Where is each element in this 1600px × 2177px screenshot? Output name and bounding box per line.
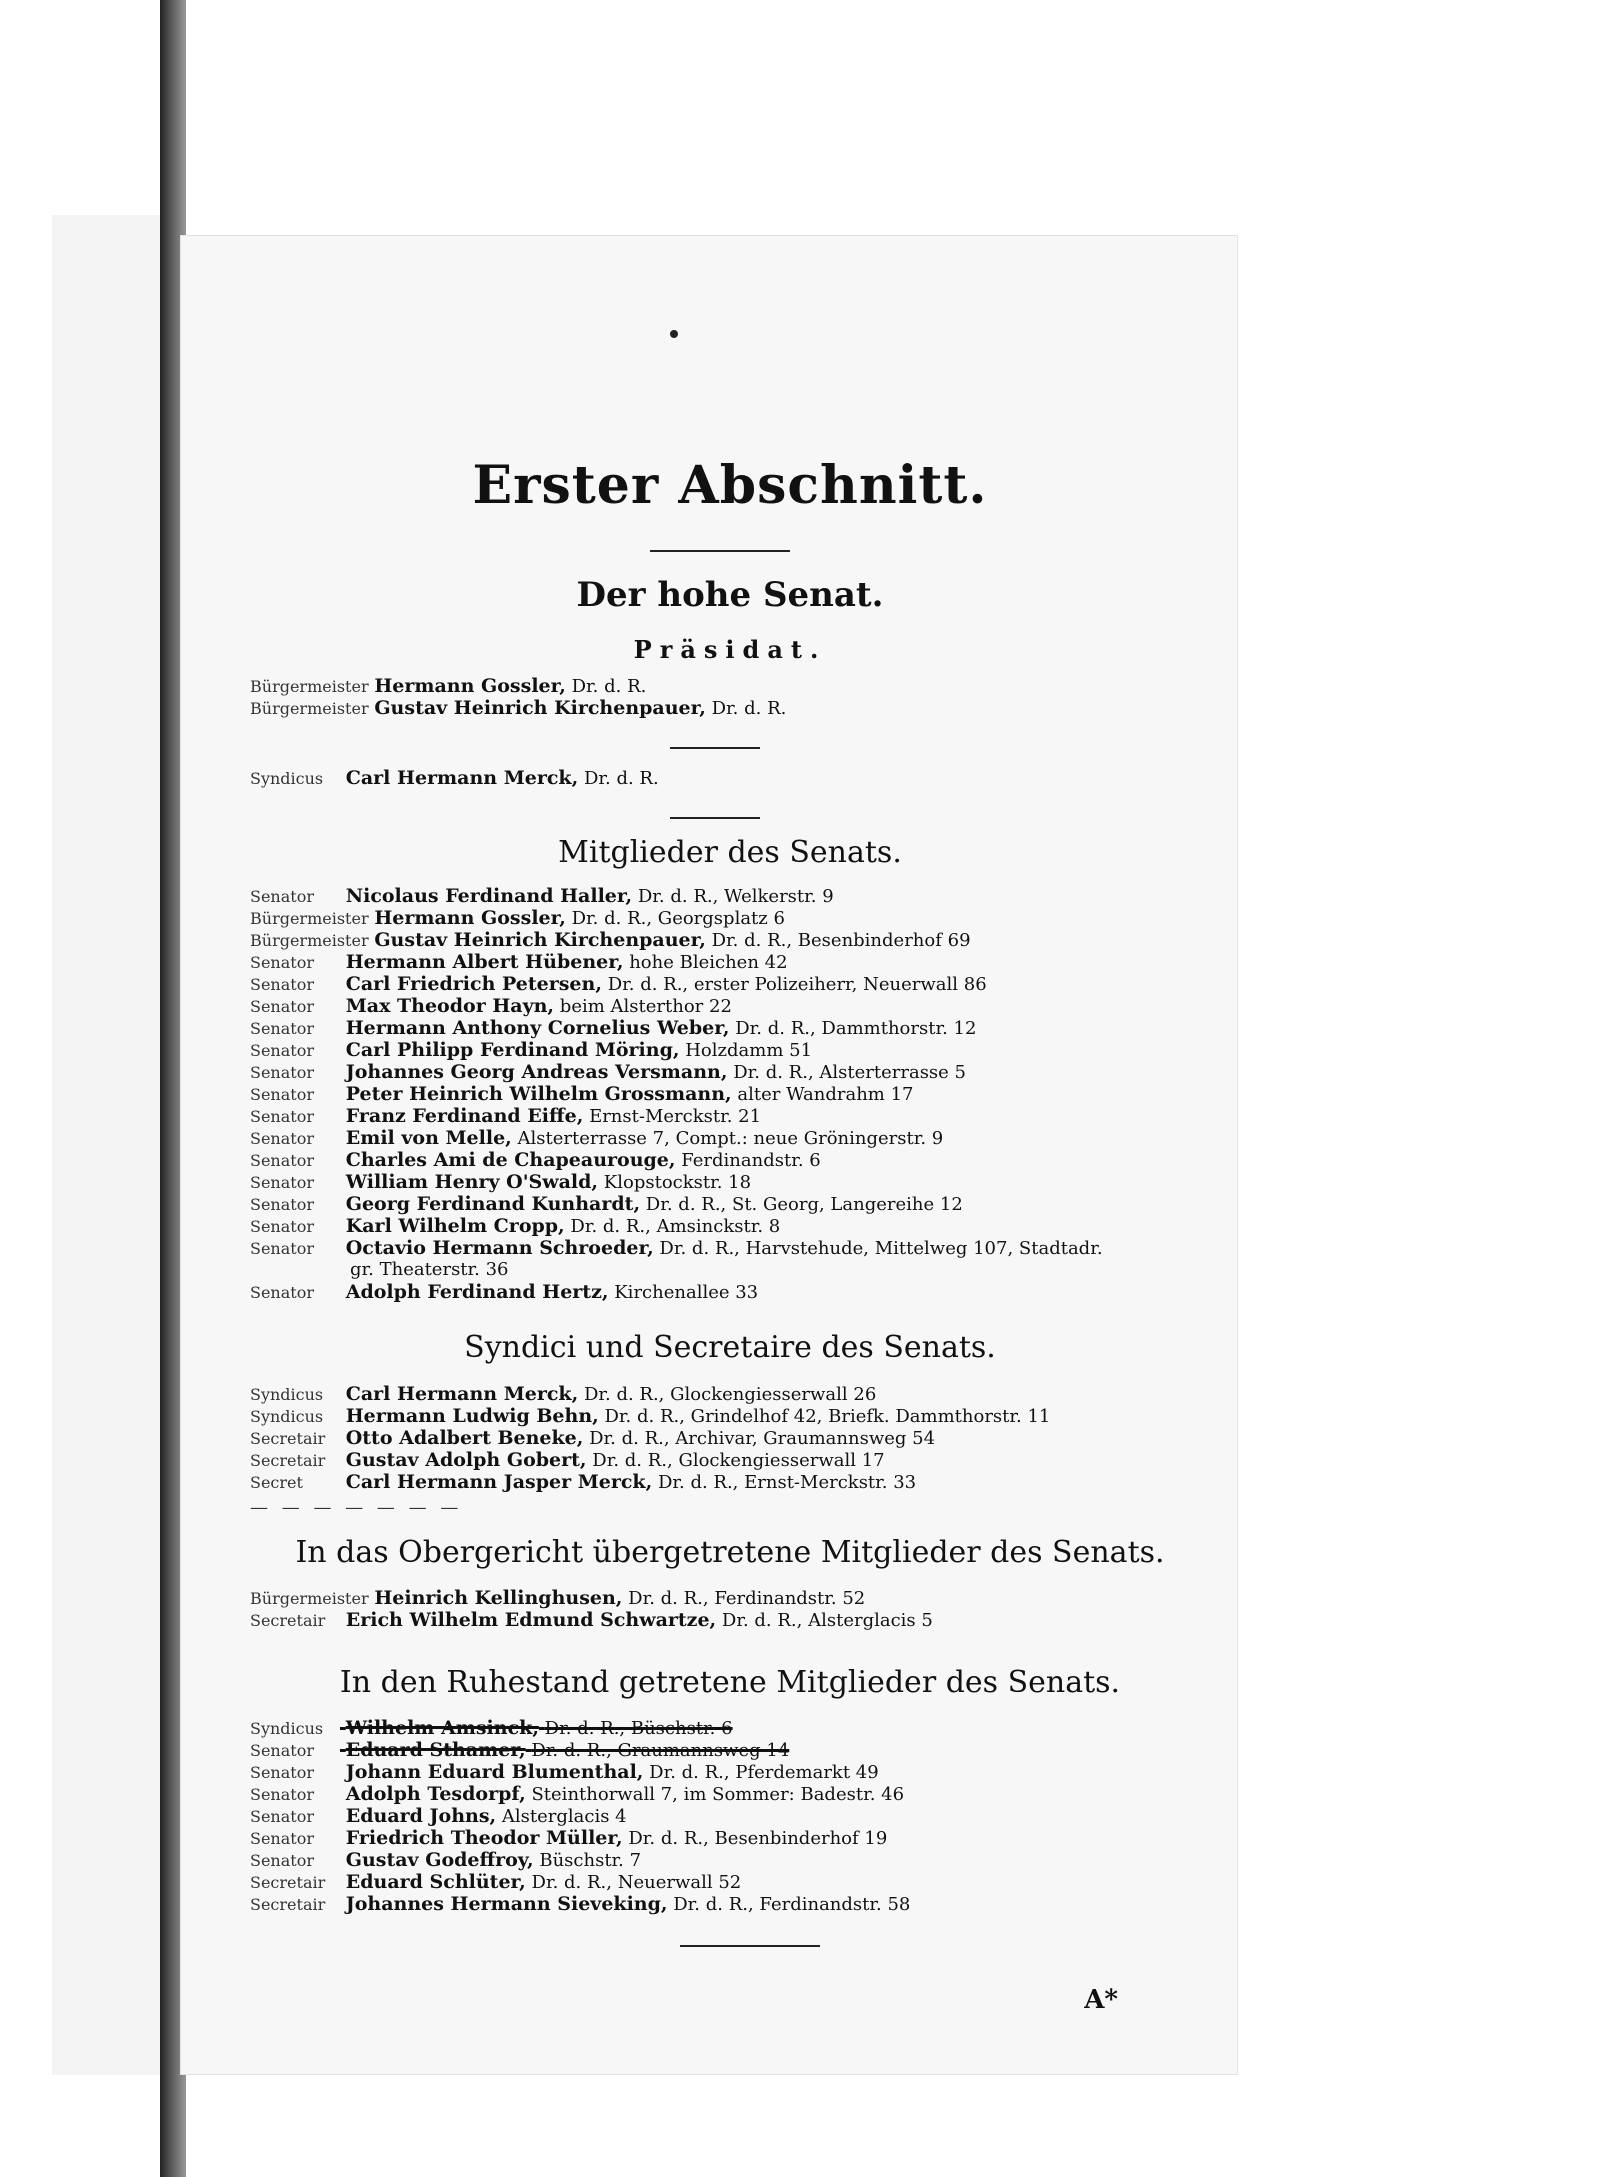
list-item: [250, 1039, 1230, 1061]
entry-role: Senator: [250, 1041, 314, 1060]
entry-details: Dr. d. R., Ferdinandstr. 52: [628, 1588, 866, 1609]
entry-name: Nicolaus Ferdinand Haller,: [345, 885, 633, 907]
entry-name: Carl Hermann Merck,: [345, 1383, 579, 1405]
list-item: [250, 995, 1230, 1017]
ink-dot: [670, 330, 678, 338]
list-item: [250, 907, 1230, 929]
entry-details: Dr. d. R., erster Polizeiherr, Neuerwall 86: [607, 974, 987, 995]
entry-role: Syndicus: [250, 1385, 324, 1404]
list-item: [250, 1849, 1230, 1871]
entry-name: Gustav Adolph Gobert,: [345, 1449, 587, 1471]
entry-details: Dr. d. R., Dammthorstr. 12: [735, 1018, 977, 1039]
list-item: [250, 1871, 1230, 1893]
entry-role: Secretair: [250, 1429, 326, 1448]
entry-role: Bürgermeister: [250, 699, 369, 718]
entry-role: Senator: [250, 1151, 314, 1170]
list-item: [250, 1739, 1230, 1761]
entry-details: gr. Theaterstr. 36: [350, 1259, 509, 1280]
entry-details: Dr. d. R.: [583, 768, 659, 789]
list-item: [250, 1471, 1230, 1493]
entry-details: Dr. d. R., Grindelhof 42, Briefk. Dammthorstr. 11: [604, 1406, 1051, 1427]
list-item: [250, 951, 1230, 973]
entry-details: Dr. d. R., Glockengiesserwall 17: [592, 1450, 885, 1471]
entry-details: Dr. d. R., Alsterterrasse 5: [733, 1062, 966, 1083]
entry-name: Eduard Sthamer,: [345, 1739, 526, 1761]
entry-details: Dr. d. R., Graumannsweg 14: [531, 1740, 790, 1761]
list-item: [250, 1383, 1230, 1405]
signature-mark: A*: [1084, 1985, 1118, 2015]
list-item: [250, 767, 1230, 789]
dash-line: — — — — — — —: [250, 1497, 463, 1518]
list-item: [250, 1105, 1230, 1127]
entry-role: Senator: [250, 997, 314, 1016]
document-page: [180, 235, 1238, 2075]
section-title-mitglieder: Mitglieder des Senats.: [558, 835, 902, 870]
divider: [670, 817, 760, 819]
list-item: [250, 1127, 1230, 1149]
entry-role: Senator: [250, 1829, 314, 1848]
ruhestand-list: [250, 1717, 1230, 1915]
list-item: [250, 885, 1230, 907]
list-item: [250, 1237, 1230, 1259]
bottom-rule: [680, 1945, 820, 1947]
chapter-title: Erster Abschnitt.: [472, 455, 988, 516]
entry-role: Senator: [250, 1851, 314, 1870]
list-item: [250, 1215, 1230, 1237]
entry-name: Peter Heinrich Wilhelm Grossmann,: [345, 1083, 732, 1105]
entry-details: Klopstockstr. 18: [603, 1172, 752, 1193]
list-item: [250, 1587, 1230, 1609]
entry-details: Dr. d. R., Neuerwall 52: [531, 1872, 742, 1893]
obergericht-list: [250, 1587, 1230, 1631]
entry-role: Senator: [250, 1217, 314, 1236]
entry-name: Johann Eduard Blumenthal,: [345, 1761, 644, 1783]
list-item: [250, 1405, 1230, 1427]
entry-details: hohe Bleichen 42: [629, 952, 788, 973]
entry-role: Senator: [250, 1019, 314, 1038]
entry-details: Dr. d. R., Alsterglacis 5: [721, 1610, 933, 1631]
entry-role: Bürgermeister: [250, 1589, 369, 1608]
praesidat-title: Präsidat.: [633, 635, 827, 664]
entry-name: William Henry O'Swald,: [345, 1171, 599, 1193]
divider: [670, 747, 760, 749]
entry-name: Johannes Georg Andreas Versmann,: [345, 1061, 728, 1083]
entry-details: Dr. d. R.: [711, 698, 787, 719]
entry-details: Kirchenallee 33: [614, 1282, 759, 1303]
entry-details: Alsterglacis 4: [501, 1806, 627, 1827]
entry-name: Carl Hermann Merck,: [345, 767, 579, 789]
entry-details: Dr. d. R., Besenbinderhof 69: [711, 930, 971, 951]
list-item: [250, 1061, 1230, 1083]
list-item: [250, 1193, 1230, 1215]
entry-details: Holzdamm 51: [685, 1040, 813, 1061]
entry-name: Eduard Johns,: [345, 1805, 497, 1827]
entry-details: Dr. d. R., Ernst-Merckstr. 33: [657, 1472, 917, 1493]
entry-details: Büschstr. 7: [539, 1850, 642, 1871]
entry-role: Senator: [250, 1107, 314, 1126]
entry-role: Senator: [250, 1785, 314, 1804]
entry-role: Secretair: [250, 1895, 326, 1914]
entry-details: Dr. d. R.: [571, 676, 647, 697]
entry-details: Steinthorwall 7, im Sommer: Badestr. 46: [531, 1784, 905, 1805]
entry-name: Wilhelm Amsinck,: [345, 1717, 539, 1739]
entry-name: Adolph Tesdorpf,: [345, 1783, 526, 1805]
entry-name: Hermann Gossler,: [374, 907, 566, 929]
list-item: [250, 1259, 1230, 1281]
section-title-syndici: Syndici und Secretaire des Senats.: [464, 1330, 996, 1365]
entry-role: Secretair: [250, 1873, 326, 1892]
entry-details: Dr. d. R., St. Georg, Langereihe 12: [645, 1194, 963, 1215]
list-item: [250, 1449, 1230, 1471]
entry-name: Karl Wilhelm Cropp,: [345, 1215, 565, 1237]
entry-name: Johannes Hermann Sieveking,: [345, 1893, 668, 1915]
entry-role: Senator: [250, 1283, 314, 1302]
entry-details: Dr. d. R., Amsinckstr. 8: [570, 1216, 781, 1237]
entry-role: Senator: [250, 1807, 314, 1826]
list-item: [250, 1827, 1230, 1849]
entry-role: Bürgermeister: [250, 909, 369, 928]
list-item: [250, 1805, 1230, 1827]
left-page-edge: [52, 215, 174, 2075]
entry-role: Senator: [250, 953, 314, 972]
entry-role: Senator: [250, 1741, 314, 1760]
section-title-obergericht: In das Obergericht übergetretene Mitglieder des Senats.: [295, 1535, 1165, 1570]
entry-details: Alsterterrasse 7, Compt.: neue Gröningerstr. 9: [517, 1128, 944, 1149]
list-item: [250, 973, 1230, 995]
list-item: [250, 1783, 1230, 1805]
list-item: [250, 675, 1230, 697]
entry-role: Senator: [250, 1173, 314, 1192]
entry-role: Senator: [250, 1239, 314, 1258]
list-item: [250, 1083, 1230, 1105]
entry-name: Gustav Godeffroy,: [345, 1849, 534, 1871]
entry-role: Senator: [250, 1763, 314, 1782]
entry-name: Hermann Gossler,: [374, 675, 566, 697]
mitglieder-list: [250, 885, 1230, 1303]
entry-details: Ernst-Merckstr. 21: [589, 1106, 762, 1127]
syndici-list: [250, 1383, 1230, 1493]
entry-name: Friedrich Theodor Müller,: [345, 1827, 623, 1849]
entry-name: Georg Ferdinand Kunhardt,: [345, 1193, 641, 1215]
list-item: [250, 1281, 1230, 1303]
scan-margin: [0, 0, 52, 2177]
syndicus-line: [250, 767, 1230, 789]
entry-details: Ferdinandstr. 6: [681, 1150, 821, 1171]
list-item: [250, 1609, 1230, 1631]
entry-details: Dr. d. R., Pferdemarkt 49: [649, 1762, 879, 1783]
list-item: [250, 1017, 1230, 1039]
entry-details: Dr. d. R., Harvstehude, Mittelweg 107, Stadtadr.: [659, 1238, 1103, 1259]
entry-name: Otto Adalbert Beneke,: [345, 1427, 584, 1449]
entry-details: Dr. d. R., Büschstr. 6: [544, 1718, 733, 1739]
list-item: [250, 697, 1230, 719]
entry-role: Senator: [250, 1063, 314, 1082]
entry-details: Dr. d. R., Georgsplatz 6: [571, 908, 785, 929]
entry-details: Dr. d. R., Ferdinandstr. 58: [673, 1894, 911, 1915]
list-item: [250, 1717, 1230, 1739]
list-item: [250, 1893, 1230, 1915]
title-rule: [650, 550, 790, 552]
section-title-ruhestand: In den Ruhestand getretene Mitglieder des Senats.: [339, 1665, 1121, 1700]
entry-role: Bürgermeister: [250, 931, 369, 950]
entry-name: Carl Friedrich Petersen,: [345, 973, 602, 995]
entry-role: Bürgermeister: [250, 677, 369, 696]
list-item: [250, 929, 1230, 951]
entry-name: Hermann Anthony Cornelius Weber,: [345, 1017, 730, 1039]
entry-role: Senator: [250, 887, 314, 906]
entry-name: Gustav Heinrich Kirchenpauer,: [374, 697, 706, 719]
entry-role: Syndicus: [250, 1719, 324, 1738]
entry-details: Dr. d. R., Besenbinderhof 19: [628, 1828, 888, 1849]
entry-role: Senator: [250, 1129, 314, 1148]
entry-name: Gustav Heinrich Kirchenpauer,: [374, 929, 706, 951]
entry-role: Secret: [250, 1473, 303, 1492]
entry-name: Heinrich Kellinghusen,: [374, 1587, 623, 1609]
entry-name: Octavio Hermann Schroeder,: [345, 1237, 654, 1259]
list-item: [250, 1171, 1230, 1193]
entry-role: Secretair: [250, 1451, 326, 1470]
list-item: [250, 1761, 1230, 1783]
entry-details: Dr. d. R., Glockengiesserwall 26: [583, 1384, 877, 1405]
entry-details: Dr. d. R., Archivar, Graumannsweg 54: [589, 1428, 936, 1449]
entry-name: Carl Philipp Ferdinand Möring,: [345, 1039, 680, 1061]
entry-details: beim Alsterthor 22: [559, 996, 732, 1017]
list-item: [250, 1149, 1230, 1171]
entry-details: alter Wandrahm 17: [737, 1084, 914, 1105]
entry-name: Max Theodor Hayn,: [345, 995, 555, 1017]
senate-title: Der hohe Senat.: [576, 575, 884, 615]
praesidat-list: [250, 675, 1230, 719]
entry-name: Erich Wilhelm Edmund Schwartze,: [345, 1609, 717, 1631]
entry-role: Senator: [250, 1195, 314, 1214]
entry-name: Eduard Schlüter,: [345, 1871, 526, 1893]
list-item: [250, 1427, 1230, 1449]
entry-name: Hermann Albert Hübener,: [345, 951, 624, 973]
entry-name: Carl Hermann Jasper Merck,: [345, 1471, 653, 1493]
entry-role: Senator: [250, 1085, 314, 1104]
entry-name: Hermann Ludwig Behn,: [345, 1405, 599, 1427]
entry-role: Syndicus: [250, 769, 324, 788]
entry-role: Secretair: [250, 1611, 326, 1630]
entry-details: Dr. d. R., Welkerstr. 9: [637, 886, 834, 907]
entry-name: Adolph Ferdinand Hertz,: [345, 1281, 609, 1303]
entry-role: Senator: [250, 975, 314, 994]
entry-name: Emil von Melle,: [345, 1127, 512, 1149]
entry-name: Charles Ami de Chapeaurouge,: [345, 1149, 676, 1171]
entry-role: Syndicus: [250, 1407, 324, 1426]
entry-name: Franz Ferdinand Eiffe,: [345, 1105, 584, 1127]
